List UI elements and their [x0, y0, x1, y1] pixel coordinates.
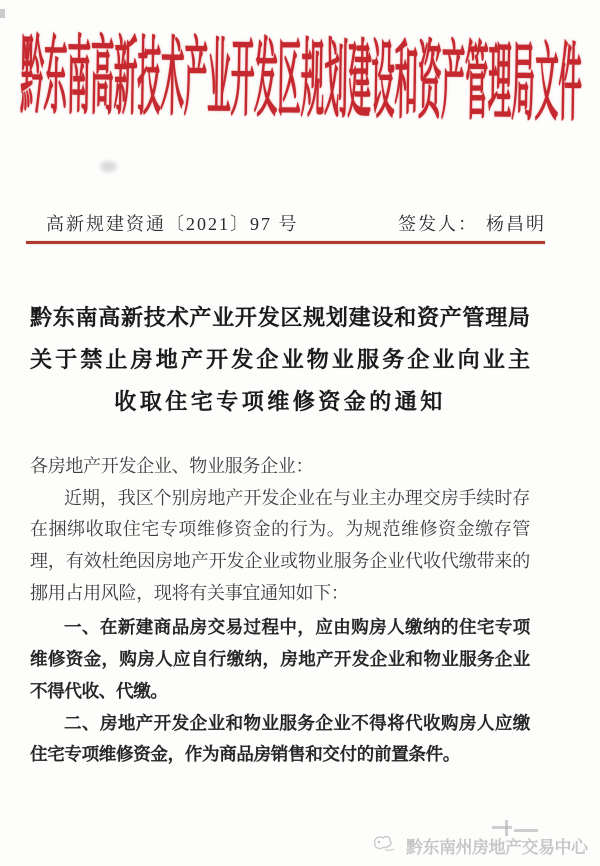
intro-line: 近期，我区个别房地产开发企业在与业主办理交房手续时存 — [64, 487, 530, 508]
signer-name: 杨昌明 — [486, 214, 546, 234]
item-line: 维修资金，购房人应自行缴纳，房地产开发企业和物业服务企业 — [30, 649, 530, 670]
document-title-line: 关于禁止房地产开发企业物业服务企业向业主 — [30, 347, 530, 372]
item-line: 二、房地产开发企业和物业服务企业不得将代收购房人应缴 — [64, 712, 530, 733]
intro-line: 挪用占用风险，现将有关事宜通知如下： — [30, 582, 349, 603]
watermark-text: 黔东南州房地产交易中心 — [406, 838, 588, 857]
red-separator-rule — [26, 241, 545, 244]
transaction-center-logo-icon — [371, 831, 401, 860]
notice-item-2 — [30, 708, 530, 771]
intro-line: 理，有效杜绝因房地产开发企业或物业服务企业代收代缴带来的 — [30, 551, 530, 572]
item-line: 住宅专项维修资金，作为商品房销售和交付的前置条件。 — [30, 744, 460, 765]
item-line: 不得代收、代缴。 — [30, 680, 168, 701]
document-number-row — [46, 210, 546, 236]
watermark — [371, 831, 588, 860]
watermark-artifact — [492, 826, 512, 829]
signer — [398, 210, 546, 236]
document-body — [30, 451, 530, 771]
document-number: 高新规建资通〔2021〕97 号 — [46, 214, 299, 234]
document-title — [30, 297, 530, 423]
item-line: 一、在新建商品房交易过程中，应由购房人缴纳的住宅专项 — [64, 617, 530, 638]
document-title-line: 收取住宅专项维修资金的通知 — [114, 389, 446, 414]
salutation: 各房地产开发企业、物业服务企业： — [30, 456, 314, 476]
notice-item-1 — [30, 612, 530, 707]
intro-line: 在捆绑收取住宅专项维修资金的行为。为规范维修资金缴存管 — [30, 519, 530, 540]
signer-label: 签发人： — [398, 214, 478, 234]
scan-smudge — [100, 161, 117, 172]
intro-paragraph — [30, 483, 530, 610]
letterhead-title: 黔东南高新技术产业开发区规划建设和资产管理局文件 — [19, 28, 583, 132]
scan-edge-artifact — [0, 9, 5, 18]
document-title-line: 黔东南高新技术产业开发区规划建设和资产管理局 — [30, 305, 530, 330]
